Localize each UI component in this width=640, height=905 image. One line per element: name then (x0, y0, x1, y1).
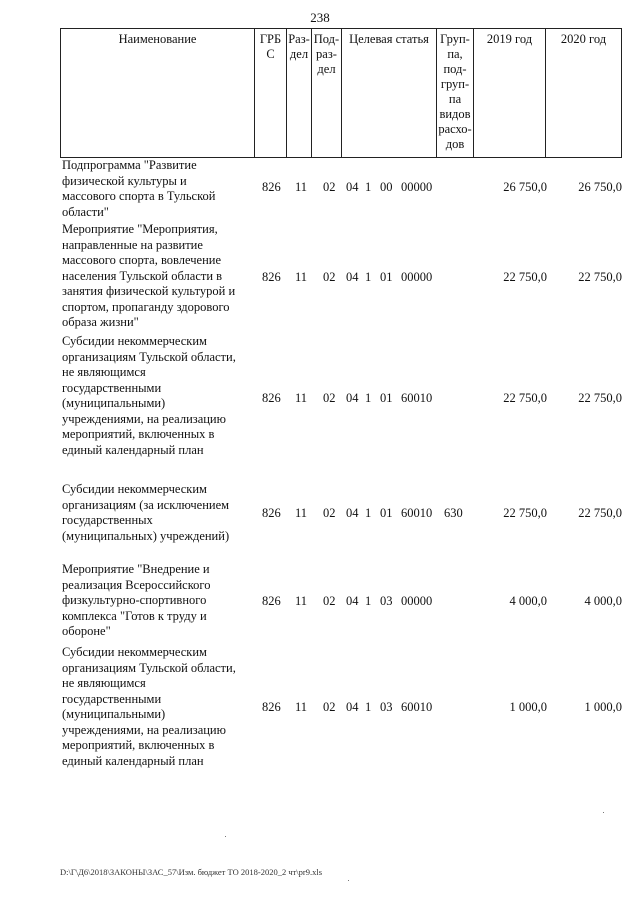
row-cs-type: 1 (365, 180, 372, 194)
row-cs-direction: 00000 (401, 180, 433, 194)
table-row (62, 562, 622, 642)
row-cs-program: 04 (346, 506, 359, 520)
row-cs-main: 01 (380, 270, 393, 284)
row-razdel: 11 (295, 391, 308, 405)
table-row (62, 222, 622, 332)
row-name: Мероприятие "Внедрение и реализация Всероссийского физкультурно-спортивного комплекса "Готов к труду и обороне" (62, 562, 211, 638)
row-cs-program: 04 (346, 391, 359, 405)
row-2020: 26 750,0 (578, 180, 622, 194)
row-grbs: 826 (262, 391, 281, 405)
row-grbs: 826 (262, 180, 281, 194)
row-name: Субсидии некоммерческим организациям (за исключением государственных (муниципальных) учреждений) (62, 482, 230, 543)
row-cs-direction: 60010 (401, 391, 433, 405)
scan-speck (348, 880, 349, 881)
row-cs-direction: 00000 (401, 594, 433, 608)
row-2020: 1 000,0 (584, 700, 622, 714)
row-cs-program: 04 (346, 270, 359, 284)
header-target-article: Целевая статья (342, 29, 437, 157)
header-grbs: ГРБ С (255, 29, 287, 157)
row-podrazdel: 02 (323, 594, 336, 608)
header-name: Наименование (61, 29, 255, 157)
row-grbs: 826 (262, 700, 281, 714)
row-razdel: 11 (295, 270, 308, 284)
row-cs-main: 01 (380, 391, 393, 405)
row-razdel: 11 (295, 180, 308, 194)
row-podrazdel: 02 (323, 506, 336, 520)
row-2019: 4 000,0 (509, 594, 547, 608)
scan-speck (603, 812, 604, 813)
row-cs-type: 1 (365, 270, 372, 284)
row-cs-type: 1 (365, 391, 372, 405)
row-razdel: 11 (295, 594, 308, 608)
row-cs-program: 04 (346, 594, 359, 608)
header-podrazdel: Под- раз- дел (312, 29, 342, 157)
row-cs-main: 03 (380, 594, 393, 608)
row-2019: 22 750,0 (503, 391, 547, 405)
row-podrazdel: 02 (323, 270, 336, 284)
row-2020: 4 000,0 (584, 594, 622, 608)
table-row (62, 158, 622, 220)
row-name: Мероприятие "Мероприятия, направленные на развитие массового спорта, вовлечение населения Тульской области в занятия физической культурой и спортом, пропаганду здорового образа жизни" (62, 222, 236, 329)
row-razdel: 11 (295, 700, 308, 714)
page-number: 238 (310, 10, 330, 25)
row-grbs: 826 (262, 270, 281, 284)
row-cs-main: 03 (380, 700, 393, 714)
row-cs-direction: 60010 (401, 506, 433, 520)
row-2020: 22 750,0 (578, 270, 622, 284)
row-group: 630 (444, 506, 463, 520)
row-cs-type: 1 (365, 506, 372, 520)
table-row (62, 334, 622, 462)
header-2020: 2020 год (560, 32, 607, 46)
header-2019: 2019 год (474, 29, 546, 157)
table-row (62, 482, 622, 546)
row-podrazdel: 02 (323, 180, 336, 194)
row-name: Субсидии некоммерческим организациям Тульской области, не являющимся государственными (муниципальными) учреждениями, на реализацию мероприятий, включенных в единый календарный план (62, 334, 236, 457)
row-grbs: 826 (262, 506, 281, 520)
header-razdel: Раз- дел (287, 29, 312, 157)
row-name: Подпрограмма "Развитие физической культуры и массового спорта в Тульской области" (62, 158, 216, 219)
row-cs-type: 1 (365, 700, 372, 714)
row-cs-program: 04 (346, 700, 359, 714)
row-podrazdel: 02 (323, 700, 336, 714)
table-header (60, 28, 622, 158)
header-group: Груп- па, под- груп- па видов расхо- дов (437, 29, 474, 157)
row-name: Субсидии некоммерческим организациям Тульской области, не являющимся государственными (муниципальными) учреждениями, на реализацию мероприятий, включенных в единый календарный план (62, 645, 236, 768)
row-2019: 26 750,0 (503, 180, 547, 194)
row-grbs: 826 (262, 594, 281, 608)
row-cs-main: 01 (380, 506, 393, 520)
row-cs-program: 04 (346, 180, 359, 194)
row-2019: 22 750,0 (503, 506, 547, 520)
row-2020: 22 750,0 (578, 506, 622, 520)
row-razdel: 11 (295, 506, 308, 520)
row-podrazdel: 02 (323, 391, 336, 405)
table-row (62, 645, 622, 773)
row-cs-type: 1 (365, 594, 372, 608)
row-cs-direction: 00000 (401, 270, 433, 284)
row-2019: 22 750,0 (503, 270, 547, 284)
row-cs-main: 00 (380, 180, 393, 194)
row-2020: 22 750,0 (578, 391, 622, 405)
file-path-footer: D:\Г\Д6\2018\ЗАКОНЫ\ЗАС_57\Изм. бюджет ТО 2018-2020_2 чт\pr9.xls (60, 867, 323, 877)
row-2019: 1 000,0 (509, 700, 547, 714)
scan-speck (225, 836, 226, 837)
row-cs-direction: 60010 (401, 700, 433, 714)
